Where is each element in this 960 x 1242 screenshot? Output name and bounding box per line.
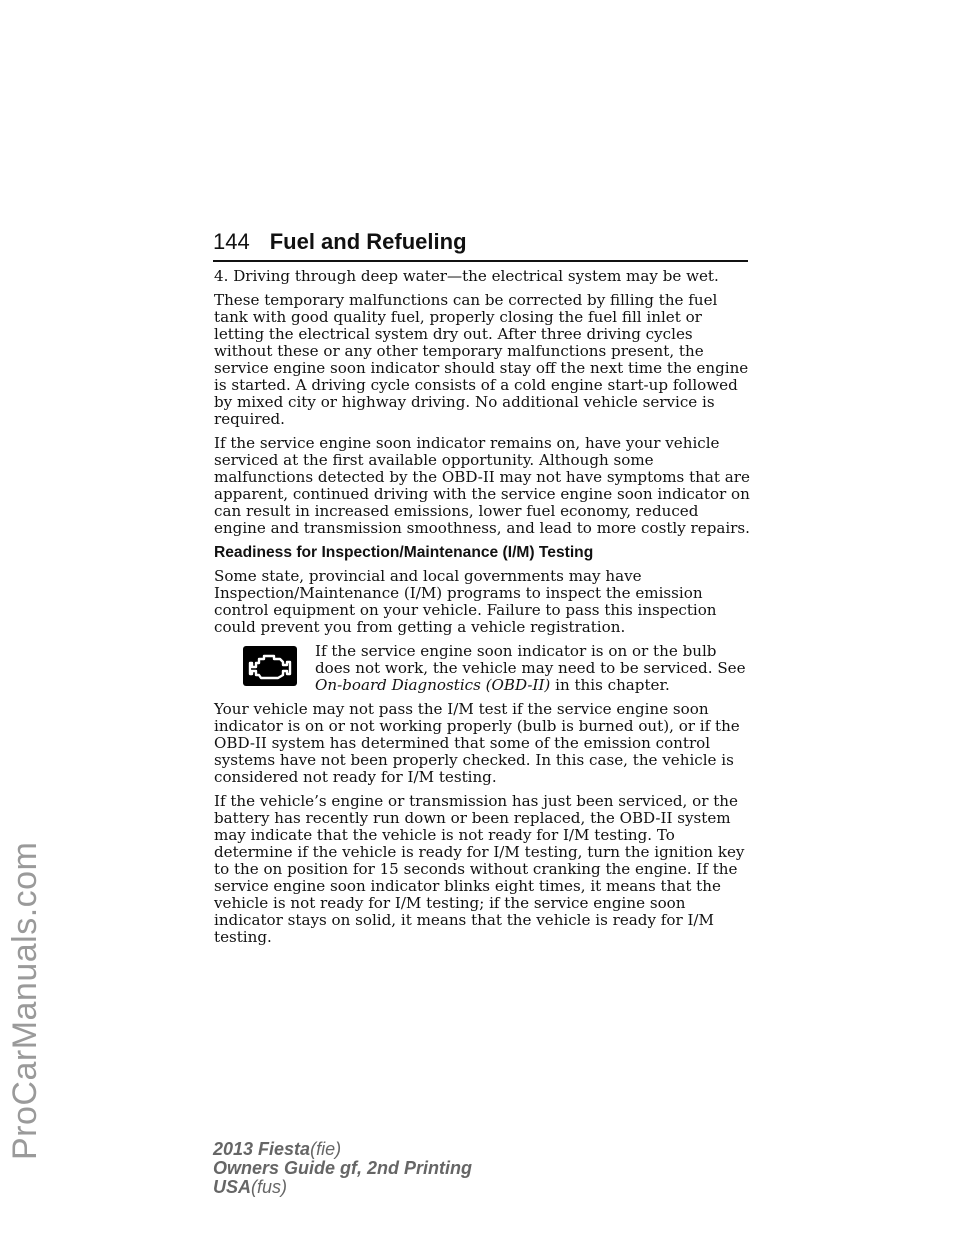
indicator-note [214,643,750,694]
footer-guide: Owners Guide gf, 2nd Printing [213,1158,473,1178]
page-header [213,229,748,255]
watermark: ProCarManuals.com [6,841,44,1160]
footer-line [213,1159,472,1178]
paragraph [315,643,750,694]
check-engine-icon [243,646,297,686]
paragraph: Your vehicle may not pass the I/M test if the service engine soon indicator is on or not working properly (bulb is burned out), or if the OBD-II system has determined that some of the emission control systems have not been properly checked. In this case, the vehicle is considered not ready for I/M testing. [214,700,740,786]
section-heading: Readiness for Inspection/Maintenance (I/M) Testing [214,544,594,561]
section-title: Fuel and Refueling [269,229,467,254]
page-number: 144 [213,229,250,254]
footer-market-code: (fus) [251,1177,288,1197]
footer-model-code: (fie) [310,1139,342,1159]
header-rule [213,260,748,262]
paragraph: If the vehicle’s engine or transmission has just been serviced, or the battery has recently run down or been replaced, the OBD-II system may indicate that the vehicle is not ready for I/M testing. To determine if the vehicle is ready for I/M testing, turn the ignition key to the on position for 15 seconds without cranking the engine. If the service engine soon indicator blinks eight times, it means that the vehicle is not ready for I/M testing; if the service engine soon indicator stays on solid, it means that the vehicle is ready for I/M testing. [214,792,745,946]
cross-reference-link[interactable]: On-board Diagnostics (OBD-II) [315,676,551,694]
paragraph: These temporary malfunctions can be corrected by filling the fuel tank with good quality fuel, properly closing the fuel fill inlet or letting the electrical system dry out. After three driving cycles without these or any other temporary malfunctions present, the service engine soon indicator should stay off the next time the engine is started. A driving cycle consists of a cold engine start-up followed by mixed city or highway driving. No additional vehicle service is required. [214,291,749,428]
footer-line [213,1178,472,1197]
page-body [214,268,750,953]
paragraph: 4. Driving through deep water—the electrical system may be wet. [214,267,719,285]
footer [213,1140,472,1197]
note-text: If the service engine soon indicator is on or the bulb does not work, the vehicle may need to be serviced. See [315,642,746,677]
paragraph: If the service engine soon indicator remains on, have your vehicle serviced at the first available opportunity. Although some malfunctions detected by the OBD-II may not have symptoms that are apparent, continued driving with the service engine soon indicator on can result in increased emissions, lower fuel economy, reduced engine and transmission smoothness, and lead to more costly repairs. [214,434,750,537]
note-suffix: in this chapter. [550,676,670,694]
footer-model: 2013 Fiesta [213,1139,311,1159]
footer-line [213,1140,472,1159]
paragraph: Some state, provincial and local governments may have Inspection/Maintenance (I/M) programs to inspect the emission control equipment on your vehicle. Failure to pass this inspection could prevent you from getting a vehicle registration. [214,567,717,636]
footer-market: USA [213,1177,252,1197]
